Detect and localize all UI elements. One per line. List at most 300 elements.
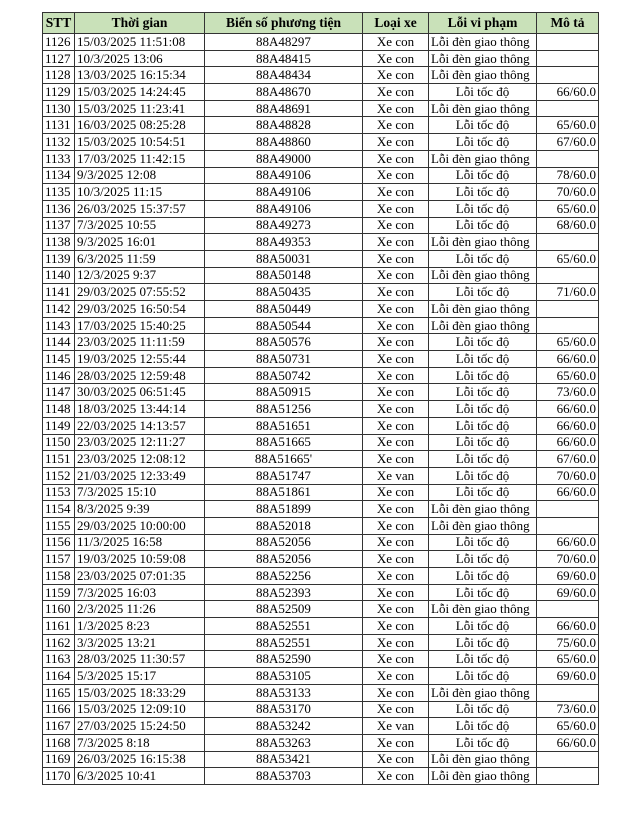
cell-vehicle-type: Xe con (363, 284, 429, 301)
cell-stt: 1151 (43, 451, 75, 468)
cell-time: 26/03/2025 16:15:38 (75, 751, 205, 768)
cell-violation: Lỗi tốc độ (429, 134, 537, 151)
cell-stt: 1133 (43, 150, 75, 167)
table-row (43, 401, 599, 418)
cell-time: 19/03/2025 12:55:44 (75, 351, 205, 368)
cell-violation: Lỗi tốc độ (429, 618, 537, 635)
table-row (43, 134, 599, 151)
table-row (43, 668, 599, 685)
table-row (43, 150, 599, 167)
cell-stt: 1140 (43, 267, 75, 284)
cell-vehicle-type: Xe con (363, 618, 429, 635)
cell-description: 65/60.0 (537, 200, 599, 217)
table-row (43, 434, 599, 451)
cell-time: 15/03/2025 18:33:29 (75, 684, 205, 701)
cell-vehicle-type: Xe con (363, 34, 429, 51)
cell-plate: 88A50148 (205, 267, 363, 284)
cell-description (537, 34, 599, 51)
cell-violation: Lỗi đèn giao thông (429, 50, 537, 67)
cell-violation: Lỗi đèn giao thông (429, 601, 537, 618)
cell-stt: 1134 (43, 167, 75, 184)
cell-plate: 88A51665' (205, 451, 363, 468)
cell-plate: 88A52056 (205, 534, 363, 551)
cell-description (537, 267, 599, 284)
cell-vehicle-type: Xe con (363, 651, 429, 668)
cell-time: 5/3/2025 15:17 (75, 668, 205, 685)
table-row (43, 367, 599, 384)
cell-vehicle-type: Xe con (363, 134, 429, 151)
cell-time: 23/03/2025 12:11:27 (75, 434, 205, 451)
cell-stt: 1162 (43, 634, 75, 651)
cell-time: 17/03/2025 15:40:25 (75, 317, 205, 334)
cell-violation: Lỗi tốc độ (429, 634, 537, 651)
cell-stt: 1160 (43, 601, 75, 618)
table-row (43, 718, 599, 735)
cell-stt: 1164 (43, 668, 75, 685)
cell-plate: 88A49353 (205, 234, 363, 251)
cell-description: 66/60.0 (537, 401, 599, 418)
table-row (43, 200, 599, 217)
cell-violation: Lỗi tốc độ (429, 467, 537, 484)
table-row (43, 584, 599, 601)
cell-description (537, 301, 599, 318)
cell-description: 65/60.0 (537, 367, 599, 384)
cell-vehicle-type: Xe con (363, 250, 429, 267)
cell-description (537, 601, 599, 618)
cell-plate: 88A49106 (205, 184, 363, 201)
cell-description: 67/60.0 (537, 134, 599, 151)
cell-time: 28/03/2025 11:30:57 (75, 651, 205, 668)
cell-description (537, 100, 599, 117)
cell-vehicle-type: Xe con (363, 50, 429, 67)
cell-plate: 88A53421 (205, 751, 363, 768)
cell-vehicle-type: Xe con (363, 534, 429, 551)
cell-plate: 88A50576 (205, 334, 363, 351)
cell-time: 19/03/2025 10:59:08 (75, 551, 205, 568)
table-row (43, 317, 599, 334)
table-row (43, 184, 599, 201)
cell-stt: 1146 (43, 367, 75, 384)
cell-vehicle-type: Xe con (363, 301, 429, 318)
cell-description: 73/60.0 (537, 701, 599, 718)
cell-violation: Lỗi tốc độ (429, 451, 537, 468)
cell-violation: Lỗi đèn giao thông (429, 34, 537, 51)
cell-time: 15/03/2025 11:23:41 (75, 100, 205, 117)
cell-description: 66/60.0 (537, 351, 599, 368)
table-row (43, 284, 599, 301)
cell-plate: 88A50449 (205, 301, 363, 318)
table-row (43, 601, 599, 618)
cell-time: 15/03/2025 10:54:51 (75, 134, 205, 151)
cell-description: 69/60.0 (537, 568, 599, 585)
cell-vehicle-type: Xe con (363, 684, 429, 701)
cell-plate: 88A49273 (205, 217, 363, 234)
cell-time: 29/03/2025 10:00:00 (75, 517, 205, 534)
cell-vehicle-type: Xe con (363, 351, 429, 368)
cell-plate: 88A53133 (205, 684, 363, 701)
table-row (43, 351, 599, 368)
cell-time: 30/03/2025 06:51:45 (75, 384, 205, 401)
cell-plate: 88A48297 (205, 34, 363, 51)
cell-vehicle-type: Xe con (363, 568, 429, 585)
cell-stt: 1127 (43, 50, 75, 67)
table-row (43, 534, 599, 551)
cell-plate: 88A48415 (205, 50, 363, 67)
header-description: Mô tả (537, 13, 599, 34)
cell-vehicle-type: Xe con (363, 267, 429, 284)
cell-vehicle-type: Xe con (363, 434, 429, 451)
cell-violation: Lỗi tốc độ (429, 117, 537, 134)
cell-description (537, 150, 599, 167)
cell-violation: Lỗi tốc độ (429, 250, 537, 267)
cell-violation: Lỗi tốc độ (429, 284, 537, 301)
table-row (43, 67, 599, 84)
cell-time: 7/3/2025 8:18 (75, 734, 205, 751)
cell-plate: 88A52551 (205, 618, 363, 635)
cell-vehicle-type: Xe con (363, 668, 429, 685)
cell-stt: 1147 (43, 384, 75, 401)
cell-description: 75/60.0 (537, 634, 599, 651)
cell-time: 7/3/2025 16:03 (75, 584, 205, 601)
cell-description (537, 234, 599, 251)
cell-description (537, 50, 599, 67)
table-row (43, 517, 599, 534)
cell-description: 65/60.0 (537, 651, 599, 668)
cell-stt: 1145 (43, 351, 75, 368)
table-header-row (43, 13, 599, 34)
cell-stt: 1141 (43, 284, 75, 301)
cell-plate: 88A50031 (205, 250, 363, 267)
header-stt: STT (43, 13, 75, 34)
cell-vehicle-type: Xe con (363, 601, 429, 618)
cell-vehicle-type: Xe con (363, 167, 429, 184)
cell-stt: 1138 (43, 234, 75, 251)
cell-time: 29/03/2025 16:50:54 (75, 301, 205, 318)
cell-vehicle-type: Xe con (363, 734, 429, 751)
cell-description: 66/60.0 (537, 434, 599, 451)
cell-plate: 88A52393 (205, 584, 363, 601)
cell-time: 6/3/2025 10:41 (75, 768, 205, 785)
cell-vehicle-type: Xe con (363, 501, 429, 518)
cell-stt: 1153 (43, 484, 75, 501)
cell-plate: 88A49106 (205, 167, 363, 184)
table-row (43, 651, 599, 668)
cell-description: 66/60.0 (537, 417, 599, 434)
cell-violation: Lỗi tốc độ (429, 200, 537, 217)
table-row (43, 734, 599, 751)
cell-violation: Lỗi tốc độ (429, 401, 537, 418)
cell-violation: Lỗi đèn giao thông (429, 301, 537, 318)
cell-description: 65/60.0 (537, 334, 599, 351)
table-row (43, 34, 599, 51)
cell-time: 23/03/2025 11:11:59 (75, 334, 205, 351)
cell-plate: 88A53170 (205, 701, 363, 718)
cell-time: 10/3/2025 13:06 (75, 50, 205, 67)
cell-plate: 88A49000 (205, 150, 363, 167)
cell-violation: Lỗi tốc độ (429, 417, 537, 434)
cell-violation: Lỗi tốc độ (429, 534, 537, 551)
cell-stt: 1136 (43, 200, 75, 217)
cell-vehicle-type: Xe con (363, 451, 429, 468)
violations-table (42, 12, 599, 785)
cell-plate: 88A51861 (205, 484, 363, 501)
cell-violation: Lỗi tốc độ (429, 434, 537, 451)
cell-description (537, 751, 599, 768)
cell-vehicle-type: Xe con (363, 551, 429, 568)
cell-plate: 88A53242 (205, 718, 363, 735)
table-row (43, 751, 599, 768)
cell-stt: 1135 (43, 184, 75, 201)
table-row (43, 301, 599, 318)
cell-violation: Lỗi tốc độ (429, 367, 537, 384)
cell-stt: 1149 (43, 417, 75, 434)
cell-stt: 1157 (43, 551, 75, 568)
cell-stt: 1168 (43, 734, 75, 751)
cell-time: 22/03/2025 14:13:57 (75, 417, 205, 434)
cell-vehicle-type: Xe con (363, 200, 429, 217)
cell-vehicle-type: Xe con (363, 701, 429, 718)
cell-time: 3/3/2025 13:21 (75, 634, 205, 651)
cell-violation: Lỗi tốc độ (429, 551, 537, 568)
cell-time: 28/03/2025 12:59:48 (75, 367, 205, 384)
cell-description: 66/60.0 (537, 618, 599, 635)
table-row (43, 50, 599, 67)
cell-time: 11/3/2025 16:58 (75, 534, 205, 551)
cell-violation: Lỗi đèn giao thông (429, 684, 537, 701)
cell-stt: 1132 (43, 134, 75, 151)
cell-description: 66/60.0 (537, 84, 599, 101)
table-row (43, 467, 599, 484)
cell-description (537, 501, 599, 518)
cell-plate: 88A53703 (205, 768, 363, 785)
cell-vehicle-type: Xe con (363, 100, 429, 117)
cell-stt: 1158 (43, 568, 75, 585)
table-row (43, 384, 599, 401)
table-row (43, 568, 599, 585)
cell-time: 16/03/2025 08:25:28 (75, 117, 205, 134)
cell-violation: Lỗi tốc độ (429, 217, 537, 234)
cell-stt: 1144 (43, 334, 75, 351)
cell-time: 13/03/2025 16:15:34 (75, 67, 205, 84)
cell-stt: 1154 (43, 501, 75, 518)
cell-violation: Lỗi đèn giao thông (429, 100, 537, 117)
cell-violation: Lỗi đèn giao thông (429, 501, 537, 518)
cell-stt: 1129 (43, 84, 75, 101)
table-row (43, 634, 599, 651)
cell-plate: 88A48670 (205, 84, 363, 101)
cell-violation: Lỗi đèn giao thông (429, 267, 537, 284)
cell-stt: 1159 (43, 584, 75, 601)
header-plate: Biển số phương tiện (205, 13, 363, 34)
cell-plate: 88A48828 (205, 117, 363, 134)
cell-vehicle-type: Xe con (363, 334, 429, 351)
cell-stt: 1130 (43, 100, 75, 117)
table-row (43, 684, 599, 701)
cell-time: 7/3/2025 15:10 (75, 484, 205, 501)
cell-stt: 1166 (43, 701, 75, 718)
cell-violation: Lỗi đèn giao thông (429, 317, 537, 334)
cell-vehicle-type: Xe con (363, 584, 429, 601)
cell-description: 66/60.0 (537, 484, 599, 501)
cell-description: 71/60.0 (537, 284, 599, 301)
cell-violation: Lỗi tốc độ (429, 484, 537, 501)
cell-violation: Lỗi đèn giao thông (429, 517, 537, 534)
cell-time: 17/03/2025 11:42:15 (75, 150, 205, 167)
cell-stt: 1167 (43, 718, 75, 735)
cell-vehicle-type: Xe con (363, 634, 429, 651)
cell-vehicle-type: Xe con (363, 517, 429, 534)
cell-plate: 88A52256 (205, 568, 363, 585)
cell-time: 15/03/2025 11:51:08 (75, 34, 205, 51)
cell-violation: Lỗi tốc độ (429, 701, 537, 718)
cell-time: 9/3/2025 16:01 (75, 234, 205, 251)
cell-plate: 88A48860 (205, 134, 363, 151)
cell-plate: 88A48691 (205, 100, 363, 117)
table-row (43, 417, 599, 434)
cell-description (537, 317, 599, 334)
cell-violation: Lỗi tốc độ (429, 668, 537, 685)
cell-time: 2/3/2025 11:26 (75, 601, 205, 618)
cell-time: 12/3/2025 9:37 (75, 267, 205, 284)
cell-violation: Lỗi tốc độ (429, 384, 537, 401)
cell-stt: 1161 (43, 618, 75, 635)
cell-time: 21/03/2025 12:33:49 (75, 467, 205, 484)
cell-violation: Lỗi đèn giao thông (429, 234, 537, 251)
cell-violation: Lỗi đèn giao thông (429, 751, 537, 768)
cell-time: 23/03/2025 07:01:35 (75, 568, 205, 585)
table-row (43, 334, 599, 351)
cell-violation: Lỗi tốc độ (429, 84, 537, 101)
cell-vehicle-type: Xe con (363, 84, 429, 101)
table-row (43, 768, 599, 785)
cell-violation: Lỗi tốc độ (429, 334, 537, 351)
cell-plate: 88A50731 (205, 351, 363, 368)
cell-time: 15/03/2025 12:09:10 (75, 701, 205, 718)
cell-time: 29/03/2025 07:55:52 (75, 284, 205, 301)
cell-plate: 88A52551 (205, 634, 363, 651)
cell-plate: 88A50435 (205, 284, 363, 301)
cell-description (537, 684, 599, 701)
cell-vehicle-type: Xe con (363, 150, 429, 167)
table-row (43, 234, 599, 251)
table-row (43, 250, 599, 267)
cell-description: 66/60.0 (537, 734, 599, 751)
cell-plate: 88A50915 (205, 384, 363, 401)
cell-description: 70/60.0 (537, 184, 599, 201)
cell-plate: 88A52590 (205, 651, 363, 668)
cell-time: 9/3/2025 12:08 (75, 167, 205, 184)
cell-vehicle-type: Xe con (363, 234, 429, 251)
cell-violation: Lỗi tốc độ (429, 167, 537, 184)
table-body (43, 34, 599, 785)
cell-vehicle-type: Xe con (363, 184, 429, 201)
cell-vehicle-type: Xe con (363, 751, 429, 768)
cell-description: 69/60.0 (537, 584, 599, 601)
cell-description: 65/60.0 (537, 250, 599, 267)
cell-stt: 1143 (43, 317, 75, 334)
table-row (43, 117, 599, 134)
cell-time: 15/03/2025 14:24:45 (75, 84, 205, 101)
cell-plate: 88A52056 (205, 551, 363, 568)
cell-stt: 1126 (43, 34, 75, 51)
cell-stt: 1131 (43, 117, 75, 134)
cell-plate: 88A53105 (205, 668, 363, 685)
cell-violation: Lỗi tốc độ (429, 184, 537, 201)
cell-description: 69/60.0 (537, 668, 599, 685)
cell-vehicle-type: Xe con (363, 217, 429, 234)
cell-plate: 88A49106 (205, 200, 363, 217)
cell-vehicle-type: Xe con (363, 317, 429, 334)
cell-vehicle-type: Xe con (363, 384, 429, 401)
cell-plate: 88A51665 (205, 434, 363, 451)
cell-time: 26/03/2025 15:37:57 (75, 200, 205, 217)
cell-stt: 1169 (43, 751, 75, 768)
cell-description: 70/60.0 (537, 467, 599, 484)
cell-stt: 1150 (43, 434, 75, 451)
cell-stt: 1137 (43, 217, 75, 234)
cell-description: 70/60.0 (537, 551, 599, 568)
cell-stt: 1165 (43, 684, 75, 701)
cell-description (537, 768, 599, 785)
cell-time: 6/3/2025 11:59 (75, 250, 205, 267)
cell-stt: 1163 (43, 651, 75, 668)
table-row (43, 618, 599, 635)
cell-stt: 1142 (43, 301, 75, 318)
table-row (43, 701, 599, 718)
cell-violation: Lỗi đèn giao thông (429, 67, 537, 84)
cell-plate: 88A50544 (205, 317, 363, 334)
cell-violation: Lỗi tốc độ (429, 351, 537, 368)
cell-time: 18/03/2025 13:44:14 (75, 401, 205, 418)
cell-description (537, 517, 599, 534)
cell-violation: Lỗi đèn giao thông (429, 768, 537, 785)
cell-plate: 88A48434 (205, 67, 363, 84)
cell-description: 68/60.0 (537, 217, 599, 234)
cell-time: 8/3/2025 9:39 (75, 501, 205, 518)
cell-plate: 88A52509 (205, 601, 363, 618)
table-row (43, 501, 599, 518)
cell-vehicle-type: Xe con (363, 117, 429, 134)
table-row (43, 84, 599, 101)
cell-description: 66/60.0 (537, 534, 599, 551)
cell-description: 65/60.0 (537, 117, 599, 134)
cell-vehicle-type: Xe con (363, 768, 429, 785)
cell-violation: Lỗi tốc độ (429, 718, 537, 735)
table-row (43, 100, 599, 117)
cell-vehicle-type: Xe van (363, 467, 429, 484)
cell-vehicle-type: Xe con (363, 401, 429, 418)
table-row (43, 217, 599, 234)
cell-stt: 1155 (43, 517, 75, 534)
cell-time: 27/03/2025 15:24:50 (75, 718, 205, 735)
cell-description (537, 67, 599, 84)
cell-violation: Lỗi tốc độ (429, 584, 537, 601)
cell-vehicle-type: Xe con (363, 67, 429, 84)
cell-violation: Lỗi tốc độ (429, 651, 537, 668)
cell-stt: 1148 (43, 401, 75, 418)
cell-time: 23/03/2025 12:08:12 (75, 451, 205, 468)
cell-violation: Lỗi tốc độ (429, 568, 537, 585)
cell-violation: Lỗi tốc độ (429, 734, 537, 751)
cell-vehicle-type: Xe con (363, 484, 429, 501)
cell-stt: 1139 (43, 250, 75, 267)
table-row (43, 484, 599, 501)
header-violation: Lỗi vi phạm (429, 13, 537, 34)
cell-plate: 88A51899 (205, 501, 363, 518)
cell-plate: 88A51651 (205, 417, 363, 434)
cell-stt: 1170 (43, 768, 75, 785)
cell-description: 67/60.0 (537, 451, 599, 468)
